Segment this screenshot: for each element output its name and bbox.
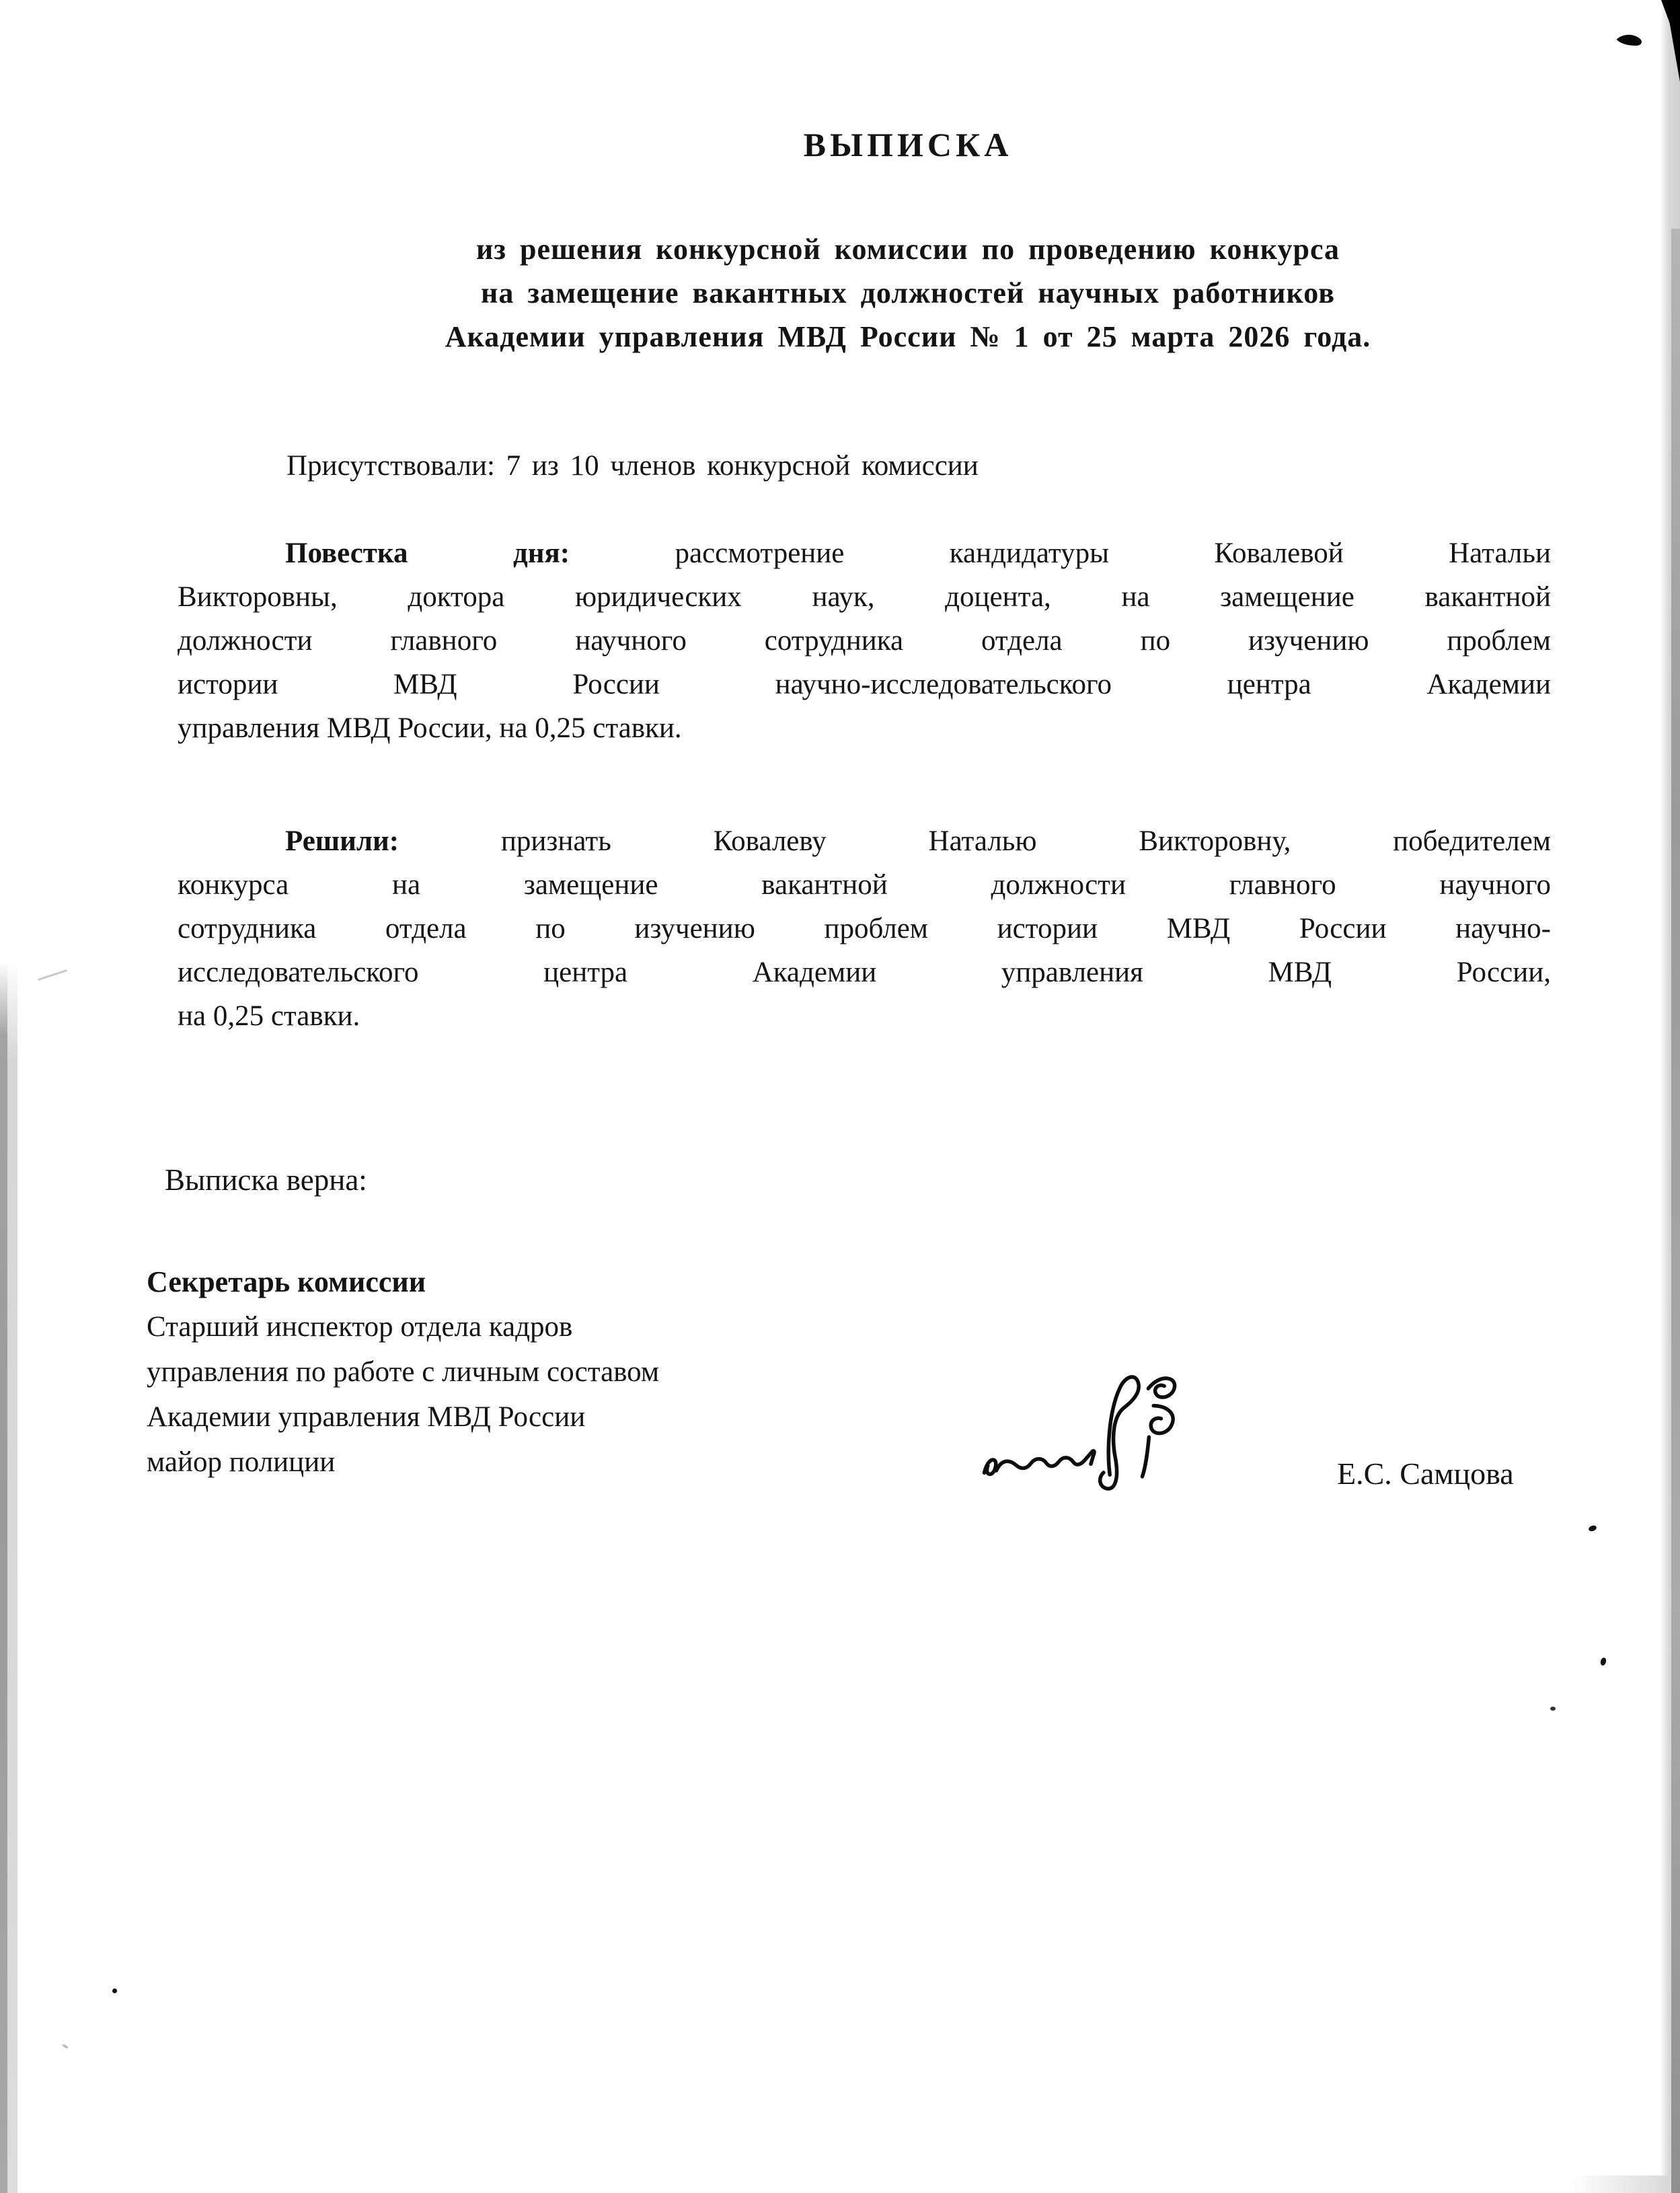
- resolution-line-1-text: признать Ковалеву Наталью Викторовну, победителем: [500, 825, 1552, 857]
- agenda-line-4: истории МВД России научно-исследовательского центра Академии: [178, 669, 1551, 700]
- scan-edge-left-dark: [0, 962, 7, 2193]
- scan-speck: [1600, 1657, 1607, 1666]
- resolution-line-4: исследовательского центра Академии управления МВД России,: [178, 957, 1551, 988]
- ink-smudge-icon: [1611, 25, 1648, 58]
- scan-pencil-mark: [38, 969, 68, 981]
- certification-line: Выписка верна:: [165, 1163, 367, 1197]
- agenda-paragraph: [178, 531, 1551, 750]
- signer-role-line-4: Академии управления МВД России: [147, 1401, 586, 1433]
- resolution-line-1: [178, 819, 1551, 863]
- scan-speck: [1550, 1707, 1556, 1711]
- resolution-line-2: конкурса на замещение вакантной должности главного научного: [178, 869, 1551, 901]
- resolution-line-3: сотрудника отдела по изучению проблем истории МВД России научно-: [178, 913, 1551, 944]
- resolution-paragraph: [178, 819, 1551, 1038]
- scan-edge-right-dark: [1671, 229, 1680, 2193]
- agenda-line-3: должности главного научного сотрудника отдела по изучению проблем: [178, 625, 1551, 657]
- agenda-line-2: Викторовны, доктора юридических наук, доцента, на замещение вакантной: [178, 581, 1551, 613]
- signer-role-line-2: Старший инспектор отдела кадров: [147, 1311, 573, 1343]
- document-title: ВЫПИСКА: [803, 126, 1013, 163]
- signer-role-line-3: управления по работе с личным составом: [147, 1356, 660, 1388]
- document-subtitle: [175, 227, 1641, 359]
- signer-name: Е.С. Самцова: [1337, 1456, 1514, 1491]
- attendance-line: Присутствовали: 7 из 10 членов конкурсной комиссии: [287, 450, 979, 482]
- handwritten-signature-icon: [970, 1355, 1215, 1516]
- signer-role-title: Секретарь комиссии: [147, 1265, 426, 1298]
- scan-speck: [112, 1988, 117, 1993]
- agenda-label: Повестка дня:: [285, 537, 570, 569]
- subtitle-line-3: Академии управления МВД России № 1 от 25 марта 2026 года.: [445, 320, 1371, 353]
- signature-block: [147, 1259, 659, 1485]
- agenda-line-1-text: рассмотрение кандидатуры Ковалевой Натальи: [675, 537, 1552, 569]
- subtitle-line-2: на замещение вакантных должностей научных работников: [481, 276, 1335, 309]
- signer-role-line-5: майор полиции: [147, 1446, 336, 1478]
- scan-edge-left-light: [7, 962, 17, 2193]
- agenda-line-5: управления МВД России, на 0,25 ставки.: [178, 712, 682, 744]
- resolution-label: Решили:: [285, 825, 399, 857]
- scan-corner-bottom-right: [1570, 2176, 1671, 2193]
- resolution-line-5: на 0,25 ставки.: [178, 1000, 360, 1032]
- subtitle-line-1: из решения конкурсной комиссии по проведению конкурса: [475, 233, 1340, 266]
- agenda-line-1: [178, 531, 1551, 575]
- scan-speck: [1588, 1524, 1597, 1532]
- scan-speck: [62, 2044, 69, 2049]
